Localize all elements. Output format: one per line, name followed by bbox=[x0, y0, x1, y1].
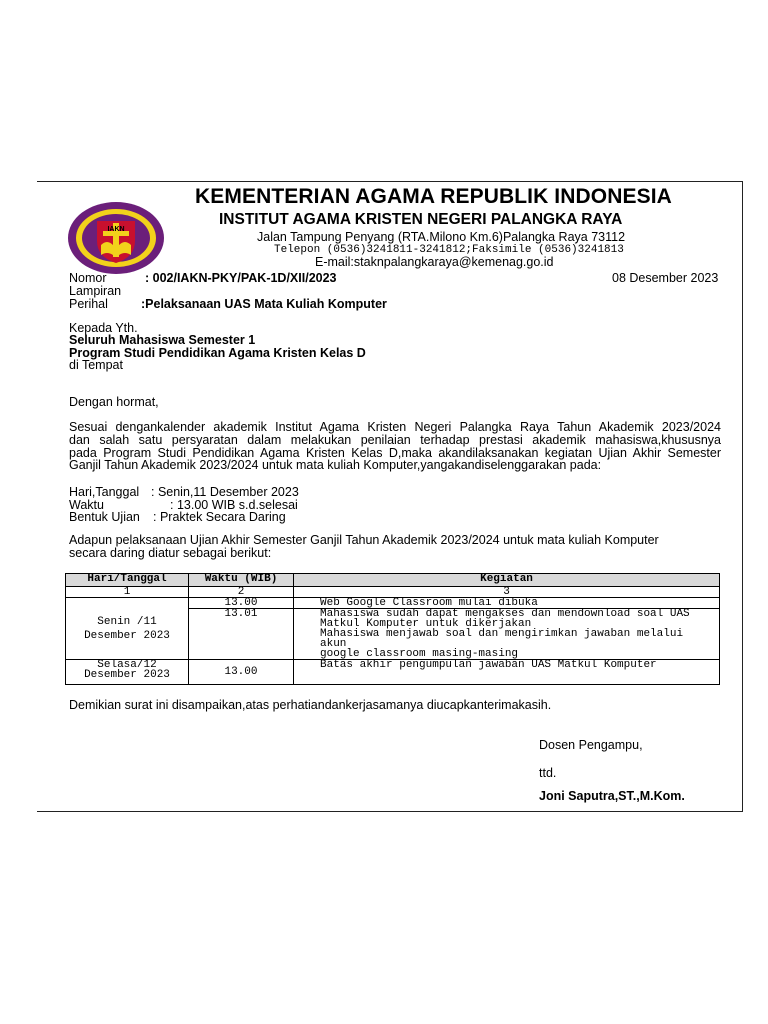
activity-line: Batas akhir pengumpulan jawaban UAS Matkul Komputer bbox=[320, 659, 657, 671]
activity-line: Web Google Classroom mulai dibuka bbox=[320, 597, 538, 609]
perihal-value: :Pelaksanaan UAS Mata Kuliah Komputer bbox=[141, 297, 387, 311]
activity-line: google classroom masing-masing bbox=[320, 648, 519, 660]
schedule-table bbox=[65, 573, 720, 685]
day-line: Selasa/12 bbox=[97, 659, 157, 671]
phone-fax: Telepon (0536)3241811-3241812;Faksimile (0536)3241813 bbox=[274, 244, 624, 256]
time-cell: 13.00 bbox=[189, 598, 294, 609]
iakn-logo bbox=[67, 201, 165, 275]
table-row bbox=[66, 660, 720, 685]
activity-cell bbox=[294, 609, 720, 660]
intro-line-1: Sesuai dengankalender akademik Institut Agama Kristen Negeri Palangka Raya Tahun Akademik 2023/2024 bbox=[69, 420, 721, 434]
bentuk-value: : Praktek Secara Daring bbox=[153, 510, 286, 524]
activity-line: Matkul Komputer untuk dikerjakan bbox=[320, 618, 532, 630]
table-row bbox=[66, 598, 720, 609]
signer-role: Dosen Pengampu, bbox=[539, 738, 643, 752]
intro-line-4: Ganjil Tahun Akademik 2023/2024 untuk mata kuliah Komputer,yangakandiselenggarakan pada: bbox=[69, 458, 602, 472]
day-line: Senin /11 bbox=[97, 615, 157, 628]
activity-line: Mahasiswa menjawab soal dan mengirimkan jawaban melalui akun bbox=[320, 628, 684, 650]
col-number: 2 bbox=[189, 587, 294, 598]
logo-text: IAKN bbox=[107, 226, 125, 233]
letter-date: 08 Desember 2023 bbox=[612, 271, 719, 285]
intro-paragraph bbox=[69, 421, 721, 459]
institution-name: INSTITUT AGAMA KRISTEN NEGERI PALANGKA RAYA bbox=[219, 211, 623, 228]
signer-name: Joni Saputra,ST.,M.Kom. bbox=[539, 789, 685, 803]
col-number: 1 bbox=[66, 587, 189, 598]
col-number: 3 bbox=[294, 587, 720, 598]
day-line: Desember 2023 bbox=[84, 669, 170, 681]
nomor-value: : 002/IAKN-PKY/PAK-1D/XII/2023 bbox=[145, 271, 337, 285]
closing-sentence: Demikian surat ini disampaikan,atas perhatiandankerjasamanya diucapkanterimakasih. bbox=[69, 698, 552, 712]
lampiran-label: Lampiran bbox=[69, 284, 122, 298]
col-header-day: Hari/Tanggal bbox=[66, 574, 189, 587]
email: E-mail:staknpalangkaraya@kemenag.go.id bbox=[315, 255, 554, 269]
recipient-line1: Seluruh Mahasiswa Semester 1 bbox=[69, 333, 256, 347]
nomor-label: Nomor bbox=[69, 271, 107, 285]
waktu-label: Waktu bbox=[69, 498, 104, 512]
day-line: Desember 2023 bbox=[84, 629, 170, 642]
hari-label: Hari,Tanggal bbox=[69, 485, 140, 499]
table-header-row bbox=[66, 574, 720, 587]
day-cell bbox=[66, 598, 189, 660]
recipient-greeting: Kepada Yth. bbox=[69, 321, 138, 335]
salutation: Dengan hormat, bbox=[69, 395, 159, 409]
schedule-intro-line1: Adapun pelaksanaan Ujian Akhir Semester Ganjil Tahun Akademik 2023/2024 untuk mata kuliah Komputer bbox=[69, 533, 659, 547]
col-header-activity: Kegiatan bbox=[294, 574, 720, 587]
schedule-intro-line2: secara daring diatur sebagai berikut: bbox=[69, 546, 272, 560]
bentuk-label: Bentuk Ujian bbox=[69, 510, 140, 524]
ttd-mark: ttd. bbox=[539, 766, 557, 780]
intro-line-2: dan salah satu persyaratan dalam melakukan penilaian terhadap prestasi akademik mahasiswa,khususnya bbox=[69, 432, 721, 447]
time-cell: 13.00 bbox=[189, 660, 294, 685]
recipient-line2: Program Studi Pendidikan Agama Kristen Kelas D bbox=[69, 346, 366, 360]
activity-line: Mahasiswa sudah dapat mengakses dan mendownload soal UAS bbox=[320, 608, 690, 620]
day-cell bbox=[66, 660, 189, 685]
table-number-row bbox=[66, 587, 720, 598]
time-cell: 13.01 bbox=[189, 609, 294, 660]
address: Jalan Tampung Penyang (RTA.Milono Km.6)Palangka Raya 73112 bbox=[257, 230, 626, 244]
ministry-title: KEMENTERIAN AGAMA REPUBLIK INDONESIA bbox=[195, 185, 672, 208]
activity-cell bbox=[294, 660, 720, 685]
hari-value: : Senin,11 Desember 2023 bbox=[151, 485, 299, 499]
letter-page bbox=[37, 181, 743, 812]
activity-cell bbox=[294, 598, 720, 609]
col-header-time: Waktu (WIB) bbox=[189, 574, 294, 587]
perihal-label: Perihal bbox=[69, 297, 108, 311]
intro-line-3: pada Program Studi Pendidikan Agama Kristen Kelas D,maka akandilaksanakan kegiatan Ujian Akhir Semester bbox=[69, 445, 721, 460]
waktu-value: : 13.00 WIB s.d.selesai bbox=[170, 498, 298, 512]
recipient-place: di Tempat bbox=[69, 358, 123, 372]
